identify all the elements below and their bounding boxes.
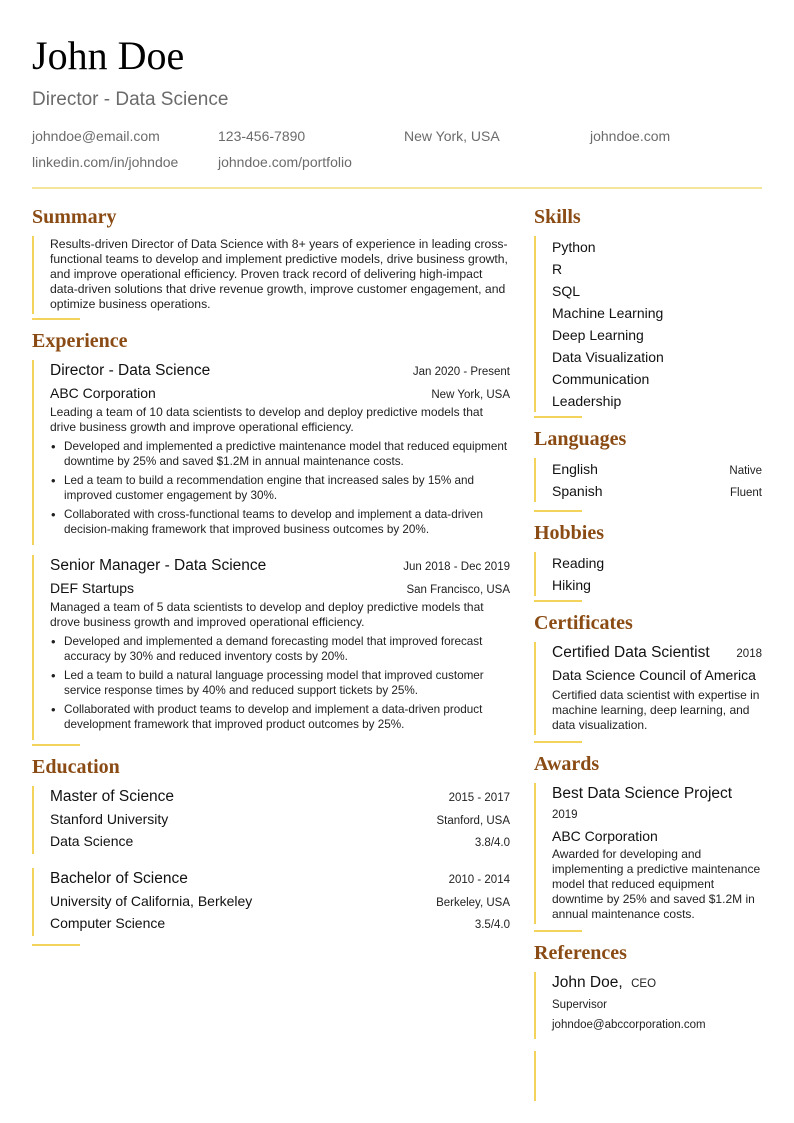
reference-email[interactable]: johndoe@abccorporation.com xyxy=(552,1019,706,1031)
hobby-item: Hiking xyxy=(552,577,591,593)
candidate-role: Director - Data Science xyxy=(32,89,229,110)
gpa: 3.5/4.0 xyxy=(474,919,510,931)
contact-email[interactable]: johndoe@email.com xyxy=(32,128,160,144)
field-of-study: Computer Science xyxy=(50,915,166,931)
award-org: ABC Corporation xyxy=(552,828,658,844)
award-year: 2019 xyxy=(552,809,578,821)
certificates-heading: Certificates xyxy=(534,612,633,634)
contact-linkedin[interactable]: linkedin.com/in/johndoe xyxy=(32,154,179,170)
reference-relation: Supervisor xyxy=(552,999,607,1011)
degree: Master of Science xyxy=(50,788,175,805)
hobbies-end-rule xyxy=(534,600,582,602)
hobby-item: Reading xyxy=(552,555,605,571)
contact-website[interactable]: johndoe.com xyxy=(590,128,671,144)
job-title: Senior Manager - Data Science xyxy=(50,557,267,574)
certificate-issuer: Data Science Council of America xyxy=(552,667,756,683)
experience-heading: Experience xyxy=(32,330,128,352)
skill-item: R xyxy=(552,261,563,277)
awards-end-rule xyxy=(534,930,582,932)
education-entry xyxy=(32,786,510,854)
contact-portfolio[interactable]: johndoe.com/portfolio xyxy=(218,154,352,170)
language-name: English xyxy=(552,461,598,477)
skill-item: Data Visualization xyxy=(552,349,664,365)
language-level: Fluent xyxy=(730,487,762,499)
degree: Bachelor of Science xyxy=(50,870,188,887)
certificate-year: 2018 xyxy=(736,648,762,660)
skills-end-rule xyxy=(534,416,582,418)
experience-end-rule xyxy=(32,744,80,746)
skill-item: SQL xyxy=(552,283,581,299)
job-date: Jan 2020 - Present xyxy=(412,366,510,378)
skill-item: Python xyxy=(552,239,596,255)
skill-item: Machine Learning xyxy=(552,305,664,321)
job-company: ABC Corporation xyxy=(50,385,156,401)
contact-list xyxy=(32,126,772,172)
field-of-study: Data Science xyxy=(50,833,134,849)
award-name: Best Data Science Project xyxy=(552,785,733,802)
education-years: 2015 - 2017 xyxy=(448,792,510,804)
job-title: Director - Data Science xyxy=(50,362,211,379)
languages-block xyxy=(534,458,762,502)
education-years: 2010 - 2014 xyxy=(448,874,510,886)
left-column xyxy=(32,202,510,946)
contact-phone[interactable]: 123-456-7890 xyxy=(218,128,306,144)
job-description: Managed a team of 5 data scientists to develop and deploy predictive models that drove business growth and improved operational efficiency. xyxy=(50,600,484,629)
certificate-description: Certified data scientist with expertise in machine learning, deep learning, and data visualization. xyxy=(552,688,760,732)
job-bullet: • Collaborated with cross-functional teams to develop and implement a data-driven decision-making framework that improved business outcomes by 20%. xyxy=(50,507,510,537)
certificate-name: Certified Data Scientist xyxy=(552,644,710,661)
job-bullets xyxy=(50,439,510,537)
job-bullet: • Developed and implemented a predictive maintenance model that reduced equipment downtime by 25% and saved $1.2M in annual maintenance costs. xyxy=(50,439,510,469)
education-entry xyxy=(32,868,510,936)
languages-heading: Languages xyxy=(534,428,627,450)
language-level: Native xyxy=(729,465,762,477)
reference-name: John Doe, xyxy=(552,974,623,991)
summary-text: Results-driven Director of Data Science with 8+ years of experience in leading cross-functional teams to develop and implement predictive models, drive business growth, and improve operational efficiency. Proven track record of delivering high-impact data-driven solutions that drive revenue growth, improve customer engagement, and optimize business operations. xyxy=(50,237,508,311)
job-bullet: • Led a team to build a recommendation engine that increased sales by 15% and improved customer engagement by 30%. xyxy=(50,473,510,503)
awards-heading: Awards xyxy=(534,753,600,775)
gpa: 3.8/4.0 xyxy=(474,837,510,849)
job-location: New York, USA xyxy=(431,389,510,401)
languages-end-rule xyxy=(534,510,582,512)
summary-heading: Summary xyxy=(32,206,117,228)
hobbies-block xyxy=(534,552,762,596)
header-divider xyxy=(32,187,762,189)
job-bullet: • Collaborated with product teams to develop and implement a data-driven product development framework that improved product outcomes by 25%. xyxy=(50,702,510,732)
job-company: DEF Startups xyxy=(50,580,135,596)
certificates-end-rule xyxy=(534,741,582,743)
award-entry xyxy=(534,783,762,924)
contact-location: New York, USA xyxy=(404,128,500,144)
education-end-rule xyxy=(32,944,80,946)
skill-item: Leadership xyxy=(552,393,622,409)
job-bullet: • Led a team to build a natural language processing model that improved customer service response times by 40% and reduced support tickets by 25%. xyxy=(50,668,510,698)
school-location: Berkeley, USA xyxy=(436,897,510,909)
school-location: Stanford, USA xyxy=(436,815,510,827)
job-entry xyxy=(32,360,510,545)
skills-block xyxy=(534,236,762,412)
school: University of California, Berkeley xyxy=(50,893,253,909)
summary-end-rule xyxy=(32,318,80,320)
skills-heading: Skills xyxy=(534,206,581,228)
job-description: Leading a team of 10 data scientists to develop and deploy predictive models that drive business growth and improve operational efficiency. xyxy=(50,405,483,434)
job-location: San Francisco, USA xyxy=(406,584,510,596)
award-description: Awarded for developing and implementing a predictive maintenance model that reduced equipment downtime by 25% and saved $1.2M in annual maintenance costs. xyxy=(552,847,761,921)
skill-item: Communication xyxy=(552,371,650,387)
education-heading: Education xyxy=(32,756,120,778)
school: Stanford University xyxy=(50,811,169,827)
skill-item: Deep Learning xyxy=(552,327,644,343)
job-bullet: • Developed and implemented a demand forecasting model that improved forecast accuracy by 30% and reduced inventory costs by 20%. xyxy=(50,634,510,664)
reference-position: CEO xyxy=(631,978,657,990)
job-date: Jun 2018 - Dec 2019 xyxy=(403,561,510,573)
reference-entry xyxy=(534,972,762,1039)
candidate-name: John Doe xyxy=(32,33,185,78)
right-column xyxy=(534,202,762,1101)
job-entry xyxy=(32,555,510,740)
language-name: Spanish xyxy=(552,483,603,499)
job-bullets xyxy=(50,634,510,732)
trailing-rule xyxy=(534,1051,762,1101)
references-heading: References xyxy=(534,942,627,964)
certificate-entry xyxy=(534,642,762,735)
summary-block xyxy=(32,236,510,314)
hobbies-heading: Hobbies xyxy=(534,522,605,544)
